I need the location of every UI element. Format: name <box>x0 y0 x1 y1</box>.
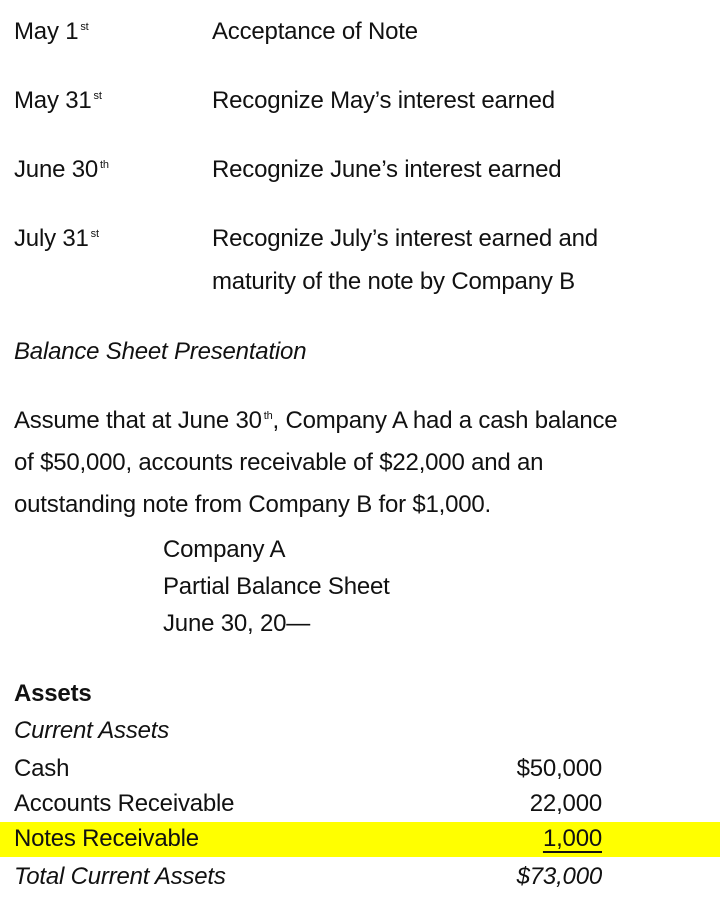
timeline-date-1-main: May 1 <box>14 18 79 45</box>
asset-row-cash-amount: $50,000 <box>516 755 602 782</box>
timeline-description-4-line-1: Recognize July’s interest earned and <box>212 225 598 252</box>
notes-receivable-underlined-amount: 1,000 <box>542 825 602 852</box>
timeline-date-1 <box>14 20 89 44</box>
timeline-date-3-main: June 30 <box>14 156 99 183</box>
statement-date: June 30, 20— <box>163 610 311 637</box>
assets-heading: Assets <box>14 680 92 707</box>
asset-row-notes-receivable-amount <box>482 827 602 851</box>
timeline-description-2: Recognize May’s interest earned <box>212 87 555 114</box>
timeline-description-1: Acceptance of Note <box>212 18 418 45</box>
timeline-date-1-sup: st <box>80 21 89 33</box>
timeline-date-2-main: May 31 <box>14 87 92 114</box>
assumption-line-2: of $50,000, accounts receivable of $22,000 and an <box>14 449 544 476</box>
current-assets-subheading: Current Assets <box>14 717 170 744</box>
asset-row-notes-receivable-label: Notes Receivable <box>14 825 199 852</box>
asset-row-accounts-receivable-label: Accounts Receivable <box>14 790 235 817</box>
timeline-date-2-sup: st <box>93 90 102 102</box>
assumption-line-1-part-1: Assume that at June 30 <box>14 407 262 434</box>
timeline-date-4-main: July 31 <box>14 225 89 252</box>
assumption-line-1 <box>14 409 617 433</box>
asset-row-total-current-assets-amount: $73,000 <box>516 863 602 890</box>
balance-sheet-presentation-heading: Balance Sheet Presentation <box>14 338 307 365</box>
asset-row-accounts-receivable-amount: 22,000 <box>529 790 602 817</box>
timeline-date-4 <box>14 227 99 251</box>
assumption-line-3: outstanding note from Company B for $1,000. <box>14 491 492 518</box>
timeline-date-3 <box>14 158 109 182</box>
timeline-description-3: Recognize June’s interest earned <box>212 156 562 183</box>
asset-row-cash-label: Cash <box>14 755 70 782</box>
statement-title: Partial Balance Sheet <box>163 573 390 600</box>
timeline-date-4-sup: st <box>90 228 99 240</box>
timeline-description-4-line-2: maturity of the note by Company B <box>212 268 575 295</box>
timeline-date-2 <box>14 89 102 113</box>
assumption-line-1-part-2: , Company A had a cash balance <box>272 407 618 434</box>
asset-row-total-current-assets-label: Total Current Assets <box>14 863 226 890</box>
assumption-line-1-sup: th <box>263 410 273 422</box>
timeline-date-3-sup: th <box>100 159 109 171</box>
statement-company: Company A <box>163 536 286 563</box>
